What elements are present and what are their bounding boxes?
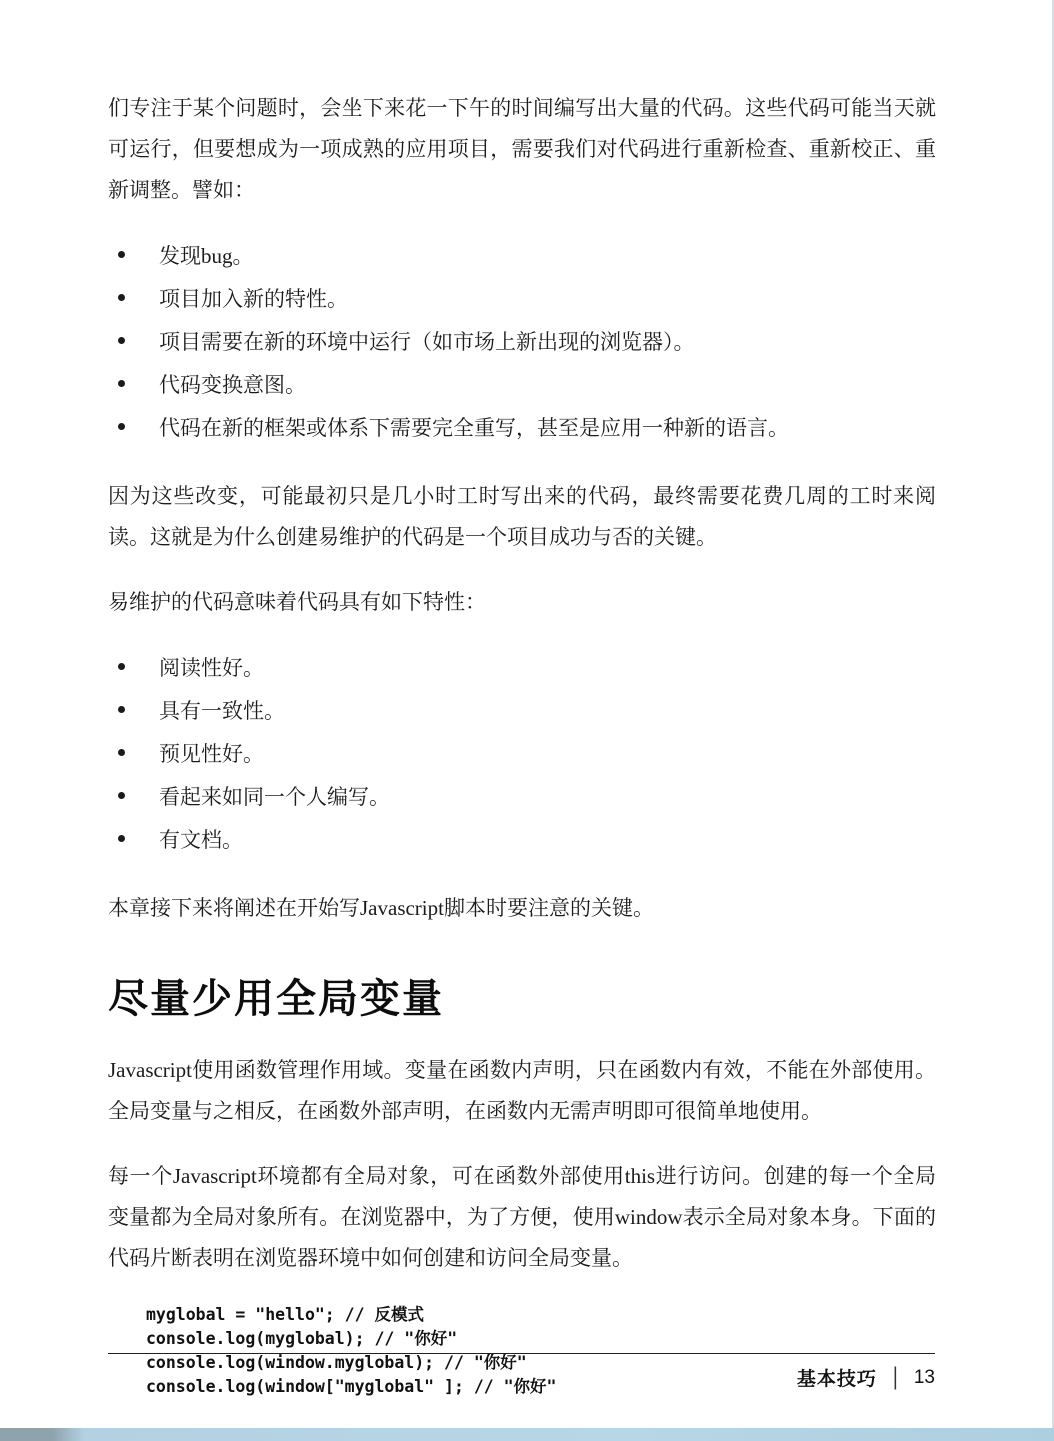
bullet-list-change-reasons xyxy=(108,235,936,450)
paragraph-maintainable-intro: 易维护的代码意味着代码具有如下特性： xyxy=(108,590,486,614)
list-item-text: 看起来如同一个人编写。 xyxy=(159,785,390,809)
paragraph-chapter-note: 本章接下来将阐述在开始写Javascript脚本时要注意的关键。 xyxy=(108,896,654,920)
bullet-icon xyxy=(118,792,125,799)
footer-section-title: 基本技巧 xyxy=(796,1369,877,1390)
list-item-text: 预见性好。 xyxy=(159,742,264,766)
bullet-icon xyxy=(118,749,125,756)
bullet-icon xyxy=(118,835,125,842)
list-item xyxy=(108,819,936,862)
page-footer xyxy=(797,1364,935,1391)
list-item-text: 发现bug。 xyxy=(159,244,254,268)
list-item-text: 阅读性好。 xyxy=(159,656,264,680)
bullet-icon xyxy=(118,380,125,387)
list-item-text: 项目加入新的特性。 xyxy=(159,287,348,311)
bullet-icon xyxy=(118,663,125,670)
list-item xyxy=(108,690,936,733)
footer-page-number: 13 xyxy=(913,1366,935,1388)
list-item-text: 代码在新的框架或体系下需要完全重写，甚至是应用一种新的语言。 xyxy=(159,416,789,440)
list-item-text: 项目需要在新的环境中运行（如市场上新出现的浏览器）。 xyxy=(159,330,695,354)
list-item xyxy=(108,733,936,776)
bullet-icon xyxy=(118,294,125,301)
list-item-text: 代码变换意图。 xyxy=(159,373,306,397)
bullet-icon xyxy=(118,706,125,713)
code-line: console.log(window["myglobal" ]; // "你好" xyxy=(146,1377,557,1396)
list-item xyxy=(108,647,936,690)
bullet-icon xyxy=(118,423,125,430)
list-item xyxy=(108,776,936,819)
paragraph-change-cost: 因为这些改变，可能最初只是几小时工时写出来的代码，最终需要花费几周的工时来阅读。这就是为什么创建易维护的代码是一个项目成功与否的关键。 xyxy=(108,484,936,549)
code-line: console.log(window.myglobal); // "你好" xyxy=(146,1353,527,1372)
list-item xyxy=(108,278,936,321)
list-item xyxy=(108,364,936,407)
paragraph-scope-rules: Javascript使用函数管理作用域。变量在函数内声明，只在函数内有效，不能在外部使用。全局变量与之相反，在函数外部声明，在函数内无需声明即可很简单地使用。 xyxy=(108,1058,936,1123)
footer-divider xyxy=(108,1353,935,1354)
page-content xyxy=(108,88,936,1399)
code-line: myglobal = "hello"; // 反模式 xyxy=(146,1305,424,1324)
list-item-text: 具有一致性。 xyxy=(159,699,285,723)
code-line: console.log(myglobal); // "你好" xyxy=(146,1329,458,1348)
scan-bottom-strip-artifact xyxy=(0,1428,1054,1441)
list-item xyxy=(108,235,936,278)
list-item xyxy=(108,407,936,450)
bullet-list-maintainable-traits xyxy=(108,647,936,862)
paragraph-global-object: 每一个Javascript环境都有全局对象，可在函数外部使用this进行访问。创建的每一个全局变量都为全局对象所有。在浏览器中，为了方便，使用window表示全局对象本身。下面的代码片断表明在浏览器环境中如何创建和访问全局变量。 xyxy=(108,1164,936,1270)
list-item-text: 有文档。 xyxy=(159,828,243,852)
paragraph-intro: 们专注于某个问题时，会坐下来花一下午的时间编写出大量的代码。这些代码可能当天就可运行，但要想成为一项成熟的应用项目，需要我们对代码进行重新检查、重新校正、重新调整。譬如： xyxy=(108,96,936,202)
bullet-icon xyxy=(118,337,125,344)
footer-separator: | xyxy=(892,1363,898,1391)
list-item xyxy=(108,321,936,364)
section-heading: 尽量少用全局变量 xyxy=(108,977,444,1021)
bullet-icon xyxy=(118,251,125,258)
